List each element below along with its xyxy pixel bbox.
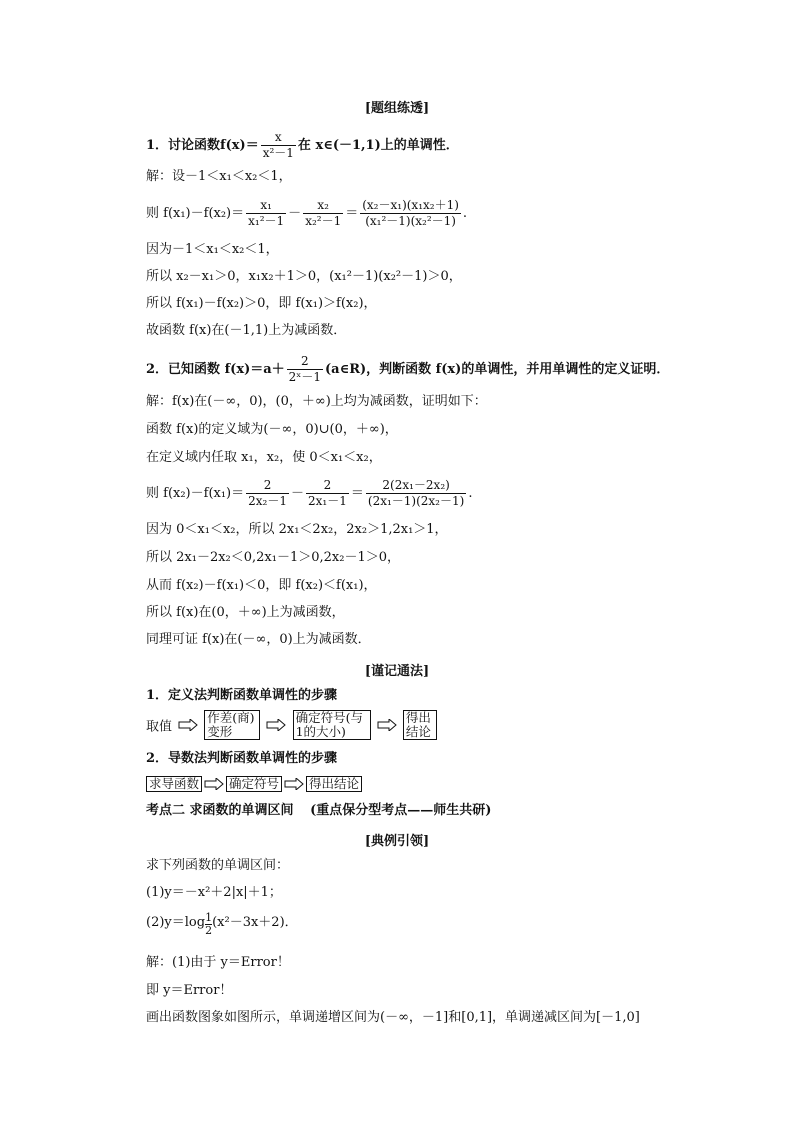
- q1-sol2-frac3: [360, 198, 461, 229]
- q2-sol4-frac1: [246, 478, 289, 509]
- q2-statement: [146, 354, 669, 385]
- frac-denominator: (2x₁－1)(2x₂－1): [367, 494, 465, 508]
- heading-example-guide: [典例引领]: [364, 834, 430, 849]
- q1-sol2-frac2: [303, 198, 343, 229]
- example-part-1: (1)y＝－x²＋2|x|＋1；: [146, 885, 282, 900]
- q2-frac-num: 2: [287, 354, 323, 370]
- q1-sol2-frac1: [246, 198, 286, 229]
- frac-denominator: x₂²－1: [305, 214, 342, 228]
- kaodian-note: (重点保分型考点——师生共研): [310, 803, 492, 818]
- q1-statement: [146, 130, 459, 161]
- kaodian-title: 考点二 求函数的单调区间: [146, 803, 294, 818]
- example-sol-line-2: 即 y＝Error！: [146, 983, 233, 998]
- flow2-step-1: 求导函数: [146, 776, 202, 792]
- arrow-right-icon: [377, 719, 397, 731]
- kaodian-header: [146, 803, 491, 819]
- frac-numerator: x₁: [246, 198, 286, 214]
- frac-denominator: x₁²－1: [248, 214, 285, 228]
- q2-sol-line-6: 所以 2x₁－2x₂＜0,2x₁－1＞0,2x₂－1＞0，: [146, 550, 401, 565]
- heading-memorize-method: [谨记通法]: [364, 664, 430, 679]
- q2-fraction: [287, 354, 323, 385]
- q1-tail: 在 x∈(－1,1)上的单调性．: [297, 138, 459, 153]
- q1-intro: 1．讨论函数: [146, 138, 221, 153]
- frac-numerator: 2(2x₁－2x₂): [366, 478, 466, 494]
- flow1-step-2: 作差(商)变形: [204, 710, 260, 740]
- frac-denominator: (x₁²－1)(x₂²－1): [365, 214, 456, 228]
- heading-group-practice: [题组练透]: [364, 101, 430, 116]
- frac-numerator: 1: [205, 911, 213, 924]
- log-prefix: (2)y＝log: [146, 915, 206, 930]
- q2-sol4-lhs: 则 f(x₂)－f(x₁)＝: [146, 486, 245, 501]
- flow1-step-1: 取值: [146, 719, 173, 735]
- q2-sol-line-3: 在定义域内任取 x₁，x₂，使 0＜x₁＜x₂，: [146, 450, 382, 465]
- q1-sol-line-5: 所以 f(x₁)－f(x₂)＞0，即 f(x₁)＞f(x₂)，: [146, 296, 377, 311]
- q1-func-lhs: f(x)＝: [220, 138, 259, 153]
- flow2-step-2: 确定符号: [226, 776, 282, 792]
- q2-sol-line-9: 同理可证 f(x)在(－∞，0)上为减函数．: [146, 632, 371, 647]
- arrow-right-icon: [266, 719, 286, 731]
- q1-sol-line-2: 则 f(x₁)－f(x₂)＝ $\frac{\text{x₁}}{\text{x₁²－1}}$ － $\frac{\text{x₂}}{\text{x₂²－1}}$ ＝ $\frac{\text{(x₂－x₁)(x₁x₂＋1)}}{\text{(x₁²－1)(x₂²－1)}}$ .: [146, 198, 468, 228]
- method-step2-title: 2．导数法判断函数单调性的步骤: [146, 751, 338, 766]
- example-part-2: [146, 912, 298, 937]
- log-argument: (x²－3x＋2)．: [212, 915, 298, 930]
- q1-frac-den: x²－1: [262, 146, 294, 160]
- frac-numerator: x₂: [303, 198, 343, 214]
- q2-sol-line-2: 函数 f(x)的定义域为(－∞，0)∪(0，＋∞)，: [146, 422, 398, 437]
- frac-denominator: 2x₂－1: [248, 494, 287, 508]
- q2-frac-den: 2ˣ－1: [288, 370, 321, 384]
- q2-sol-line-7: 从而 f(x₂)－f(x₁)＜0，即 f(x₂)＜f(x₁)，: [146, 578, 377, 593]
- q2-sol-line-8: 所以 f(x)在(0，＋∞)上为减函数，: [146, 605, 345, 620]
- definition-method-flowchart: [146, 710, 437, 740]
- q1-sol2-lhs: 则 f(x₁)－f(x₂)＝: [146, 206, 245, 221]
- frac-numerator: (x₂－x₁)(x₁x₂＋1): [362, 198, 459, 212]
- arrow-right-icon: [284, 778, 304, 790]
- q2-intro: 2．已知函数 f(x)＝a＋: [146, 362, 285, 377]
- q1-frac-num: x: [261, 130, 296, 146]
- frac-denominator: 2x₁－1: [308, 494, 347, 508]
- example-sol-line-3: 画出函数图象如图所示，单调递增区间为(－∞，－1]和[0,1]，单调递减区间为[－1,0]: [146, 1010, 640, 1025]
- frac-numerator: 2: [246, 478, 289, 494]
- flow1-step-4: 得出结论: [403, 710, 437, 740]
- q2-tail: (a∈R)，判断函数 f(x)的单调性，并用单调性的定义证明．: [325, 362, 670, 377]
- arrow-right-icon: [178, 719, 198, 731]
- q2-sol-line-4: 则 f(x₂)－f(x₁)＝ $\frac{2}{\text{2x₂－1}}$ － $\frac{2}{\text{2x₁－1}}$ ＝ $\frac{\text{2(2x₁－2x₂)}}{\text{(2x₁－1)(2x₂－1)}}$ .: [146, 478, 473, 508]
- method-step1-title: 1．定义法判断函数单调性的步骤: [146, 688, 338, 703]
- q2-sol4-frac2: [306, 478, 349, 509]
- q1-sol-line-6: 故函数 f(x)在(－1,1)上为减函数．: [146, 323, 347, 338]
- frac-denominator: 2: [205, 924, 213, 937]
- arrow-right-icon: [204, 778, 224, 790]
- frac-numerator: 2: [306, 478, 349, 494]
- q1-sol-line-4: 所以 x₂－x₁＞0，x₁x₂＋1＞0，(x₁²－1)(x₂²－1)＞0，: [146, 269, 462, 284]
- q2-sol-line-5: 因为 0＜x₁＜x₂，所以 2x₁＜2x₂，2x₂＞1,2x₁＞1，: [146, 522, 448, 537]
- q1-fraction: [261, 130, 296, 161]
- q2-sol4-frac3: [366, 478, 466, 509]
- example-intro: 求下列函数的单调区间：: [146, 858, 290, 873]
- q2-sol-line-1: 解：f(x)在(－∞，0)，(0，＋∞)上均为减函数，证明如下：: [146, 394, 487, 409]
- derivative-method-flowchart: [146, 776, 362, 792]
- q1-sol-line-1: 解：设－1＜x₁＜x₂＜1，: [146, 169, 292, 184]
- flow2-step-3: 得出结论: [306, 776, 362, 792]
- flow1-step-3: 确定符号(与1的大小): [293, 710, 371, 740]
- example-sol-line-1: 解：(1)由于 y＝Error！: [146, 955, 290, 970]
- q1-sol-line-3: 因为－1＜x₁＜x₂＜1，: [146, 242, 279, 257]
